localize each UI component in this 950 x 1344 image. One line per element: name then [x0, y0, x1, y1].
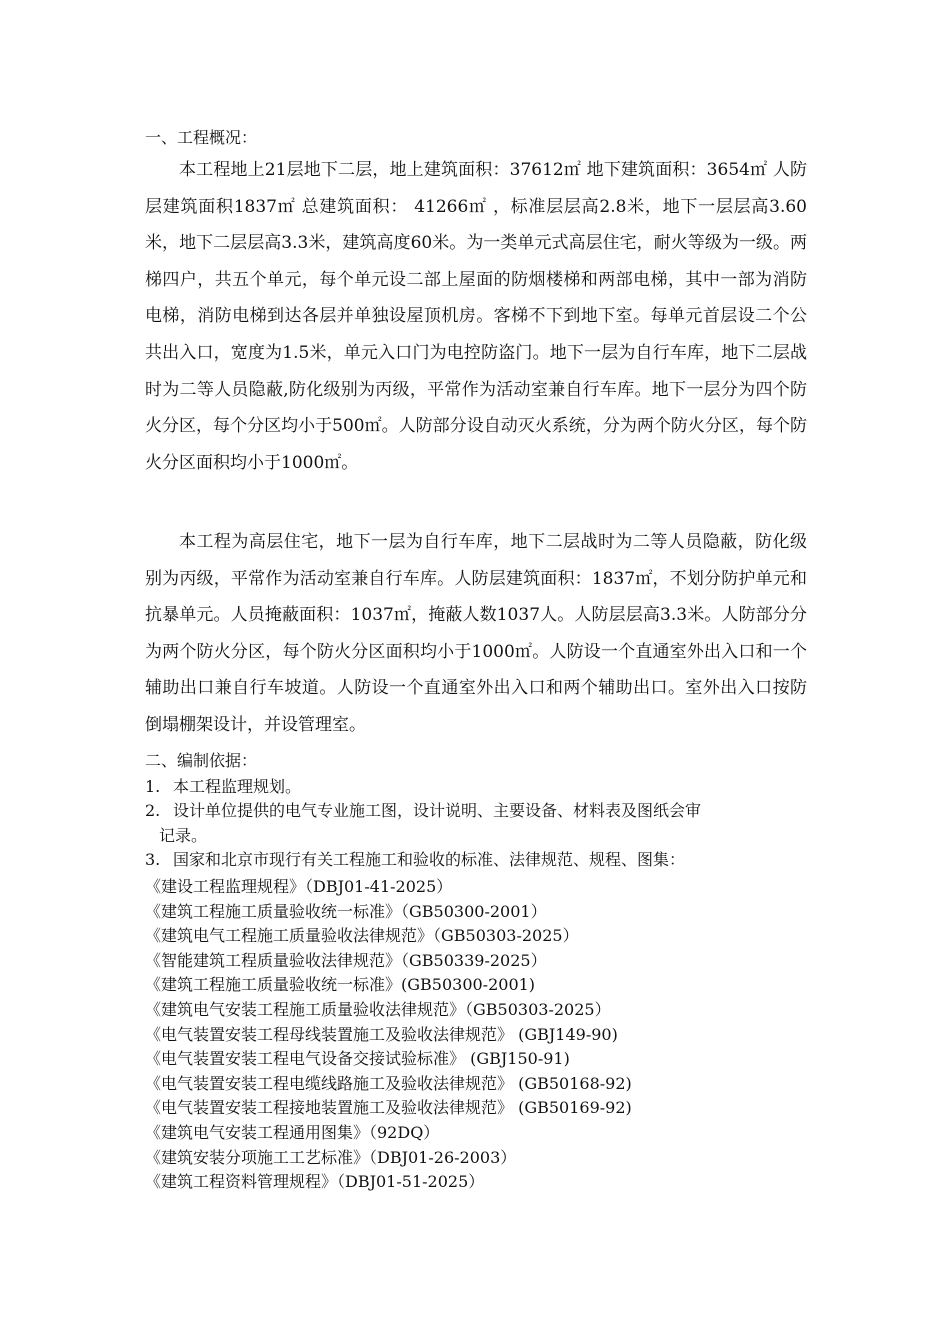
section-heading-overview: 一、工程概况： [145, 128, 258, 147]
standard-item: 《建筑电气安装工程施工质量验收法律规范》（GB50303-2025） [145, 999, 611, 1019]
basis-item [145, 775, 815, 799]
item-text: 设计单位提供的电气专业施工图，设计说明、主要设备、材料表及图纸会审 [173, 801, 702, 821]
item-text-continued: 记录。 [159, 825, 208, 845]
basis-item [145, 848, 815, 872]
standard-item: 《建筑工程资料管理规程》（DBJ01-51-2025） [145, 1172, 485, 1192]
standard-item: 《电气装置安装工程电缆线路施工及验收法律规范》 (GB50168-92) [145, 1073, 632, 1093]
basis-list [145, 775, 815, 873]
paragraph-overview-1: 本工程地上21层地下二层，地上建筑面积：37612㎡ 地下建筑面积：3654㎡ 人防层建筑面积1837㎡ 总建筑面积： 41266㎡ ，标准层层高2.8米，地下一层层高3.60米，地下二层层高3.3米，建筑高度60米。为一类单元式高层住宅，耐火等级为一级。两梯四户，共五个单元，每个单元设二部上屋面的防烟楼梯和两部电梯，其中一部为消防电梯，消防电梯到达各层并单独设屋顶机房。客梯不下到地下室。每单元首层设二个公共出入口，宽度为1.5米，单元入口门为电控防盗门。地下一层为自行车库，地下二层战时为二等人员隐蔽,防化级别为丙级，平常作为活动室兼自行车库。地下一层分为四个防火分区，每个分区均小于500㎡。人防部分设自动灭火系统，分为两个防火分区，每个防火分区面积均小于1000㎡。 [145, 160, 807, 473]
standard-item: 《建设工程监理规程》（DBJ01-41-2025） [145, 877, 453, 896]
standard-item: 《建筑电气安装工程通用图集》（92DQ） [145, 1122, 440, 1142]
item-number: 1. [145, 777, 161, 796]
standard-item: 《建筑电气工程施工质量验收法律规范》（GB50303-2025） [145, 926, 579, 946]
item-number: 3. [145, 850, 161, 870]
standard-item: 《电气装置安装工程电气设备交接试验标准》 (GBJ150-91) [145, 1049, 570, 1069]
paragraph-overview-2: 本工程为高层住宅，地下一层为自行车库，地下二层战时为二等人员隐蔽，防化级别为丙级，平常作为活动室兼自行车库。人防层建筑面积：1837㎡，不划分防护单元和抗暴单元。人员掩蔽面积：1037㎡，掩蔽人数1037人。人防层层高3.3米。人防部分分为两个防火分区，每个防火分区面积均小于1000㎡。人防设一个直通室外出入口和一个辅助出口兼自行车坡道。人防设一个直通室外出入口和两个辅助出口。室外出入口按防倒塌棚架设计，并设管理室。 [145, 532, 807, 735]
item-text: 国家和北京市现行有关工程施工和验收的标准、法律规范、规程、图集： [173, 850, 686, 870]
item-number: 2. [145, 801, 161, 821]
standard-item: 《电气装置安装工程接地装置施工及验收法律规范》 (GB50169-92) [145, 1098, 632, 1118]
item-text: 本工程监理规划。 [173, 777, 302, 796]
standard-item: 《建筑工程施工质量验收统一标准》（GB50300-2001） [145, 901, 547, 921]
standard-item: 《智能建筑工程质量验收法律规范》（GB50339-2025） [145, 950, 547, 970]
standards-list [145, 875, 815, 1195]
standard-item: 《电气装置安装工程母线装置施工及验收法律规范》 (GBJ149-90) [145, 1024, 618, 1044]
section-heading-basis: 二、编制依据： [145, 751, 258, 770]
standard-item: 《建筑工程施工质量验收统一标准》(GB50300-2001) [145, 975, 536, 995]
basis-item [145, 799, 815, 848]
standard-item: 《建筑安装分项施工工艺标准》（DBJ01-26-2003） [145, 1147, 517, 1167]
